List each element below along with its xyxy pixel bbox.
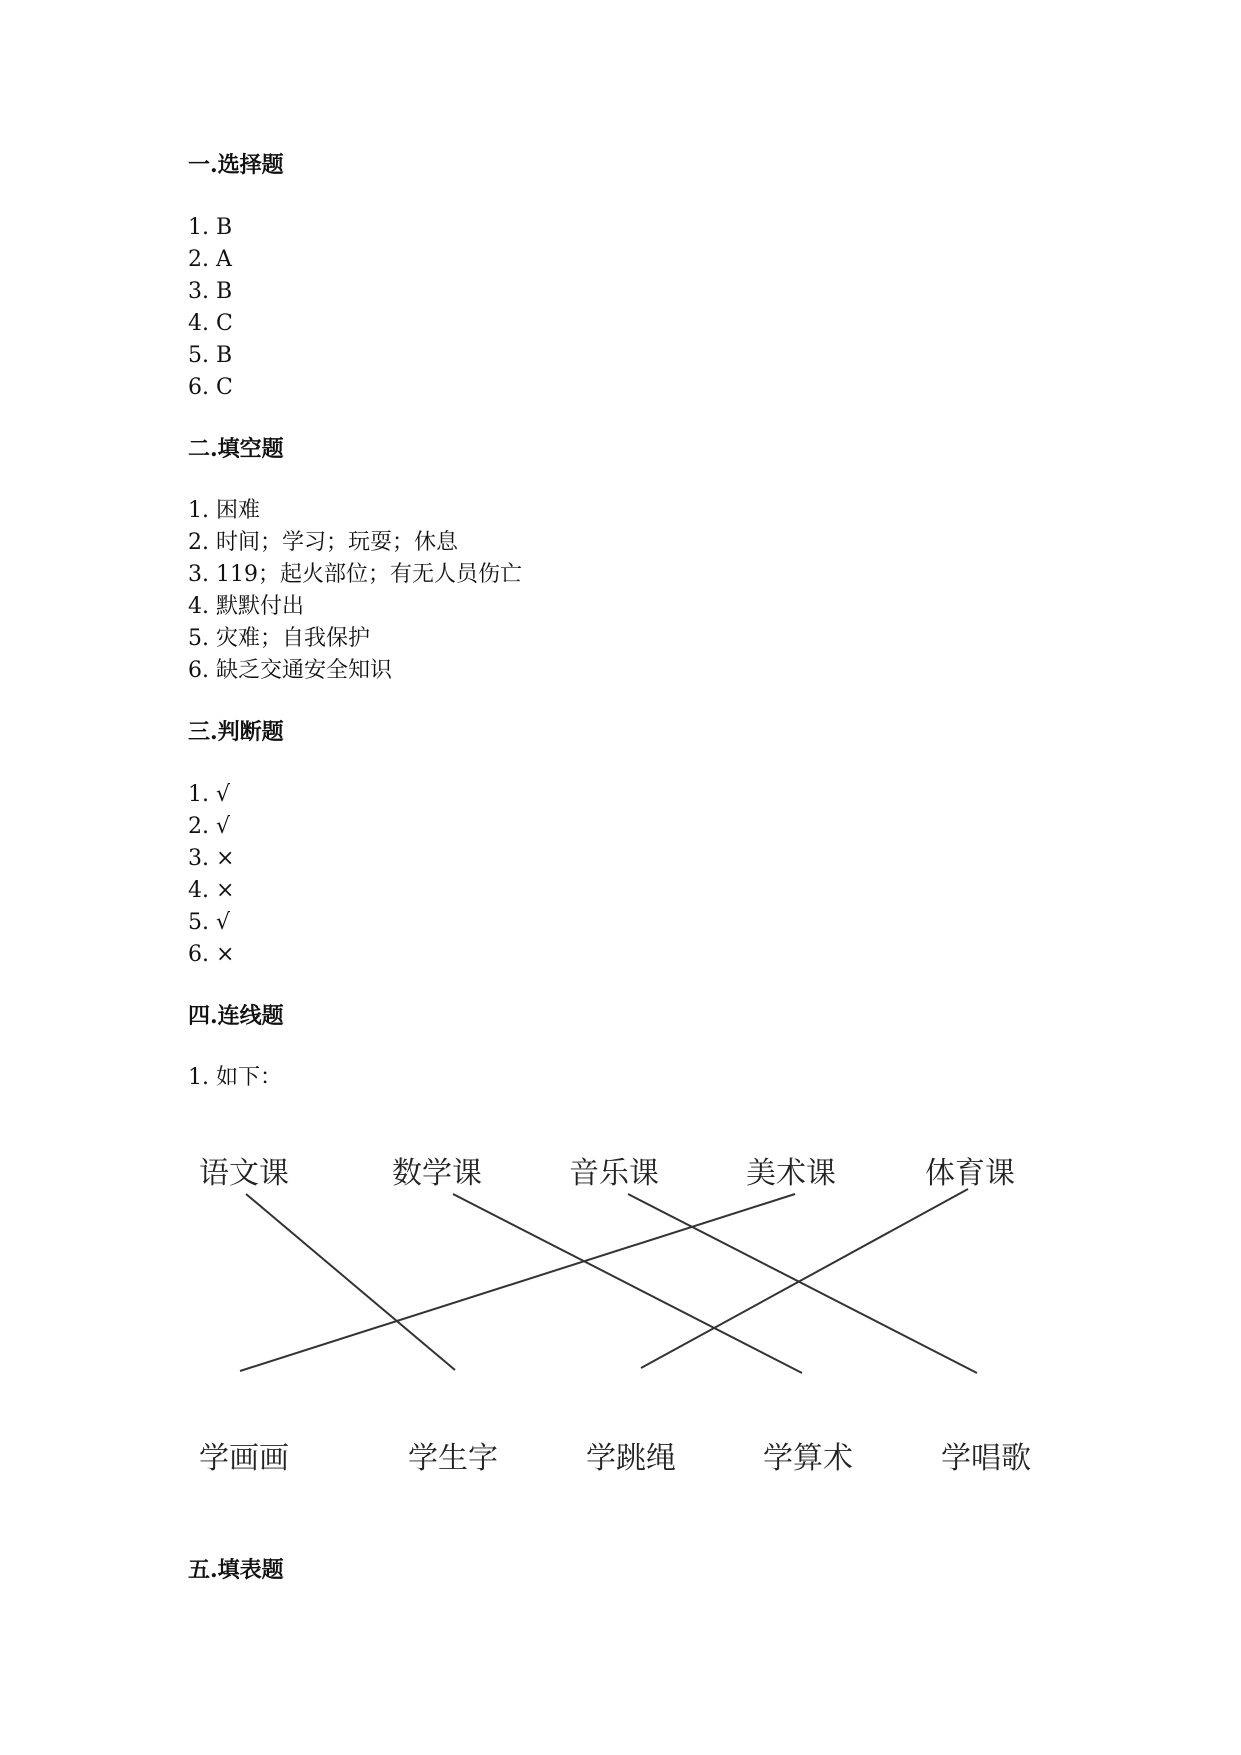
match-line-pe-jump-rope [641,1189,968,1368]
choice-answer-6: 6. C [188,375,233,400]
bottom-label-draw: 学画画 [199,1441,289,1476]
choice-answer-2: 2. A [188,247,232,272]
fill-blank-answer-3: 3. 119；起火部位；有无人员伤亡 [188,562,522,587]
bottom-label-jump-rope: 学跳绳 [586,1441,676,1476]
top-label-art-class: 美术课 [746,1156,836,1191]
matching-answer-1: 1. 如下： [188,1065,282,1090]
bottom-label-arithmetic: 学算术 [763,1441,853,1476]
choice-answer-1: 1. B [188,215,233,240]
true-false-answer-2: 2. √ [188,814,231,839]
bottom-label-characters: 学生字 [408,1441,498,1476]
choice-answer-5: 5. B [188,343,233,368]
section-heading-fill-table: 五.填表题 [188,1557,284,1583]
top-label-music-class: 音乐课 [569,1156,659,1191]
true-false-answer-6: 6. × [188,942,235,967]
fill-blank-answer-1: 1. 困难 [188,498,260,523]
fill-blank-answer-4: 4. 默默付出 [188,594,304,619]
match-line-chinese-characters [246,1194,455,1370]
choice-answer-4: 4. C [188,311,233,336]
section-heading-fill-blank: 二.填空题 [188,436,284,462]
true-false-answer-5: 5. √ [188,910,231,935]
bottom-label-singing: 学唱歌 [941,1441,1031,1476]
match-line-art-draw [240,1194,795,1371]
section-heading-matching: 四.连线题 [188,1003,284,1029]
fill-blank-answer-2: 2. 时间；学习；玩耍；休息 [188,530,458,555]
match-line-math-arithmetic [453,1194,802,1373]
section-heading-true-false: 三.判断题 [188,719,284,745]
true-false-answer-3: 3. × [188,846,235,871]
true-false-answer-1: 1. √ [188,782,231,807]
section-heading-choice: 一.选择题 [188,152,284,178]
top-label-pe-class: 体育课 [925,1156,1015,1191]
fill-blank-answer-6: 6. 缺乏交通安全知识 [188,658,392,683]
choice-answer-3: 3. B [188,279,233,304]
top-label-chinese-class: 语文课 [199,1156,289,1191]
true-false-answer-4: 4. × [188,878,235,903]
fill-blank-answer-5: 5. 灾难；自我保护 [188,626,370,651]
top-label-math-class: 数学课 [392,1156,482,1191]
